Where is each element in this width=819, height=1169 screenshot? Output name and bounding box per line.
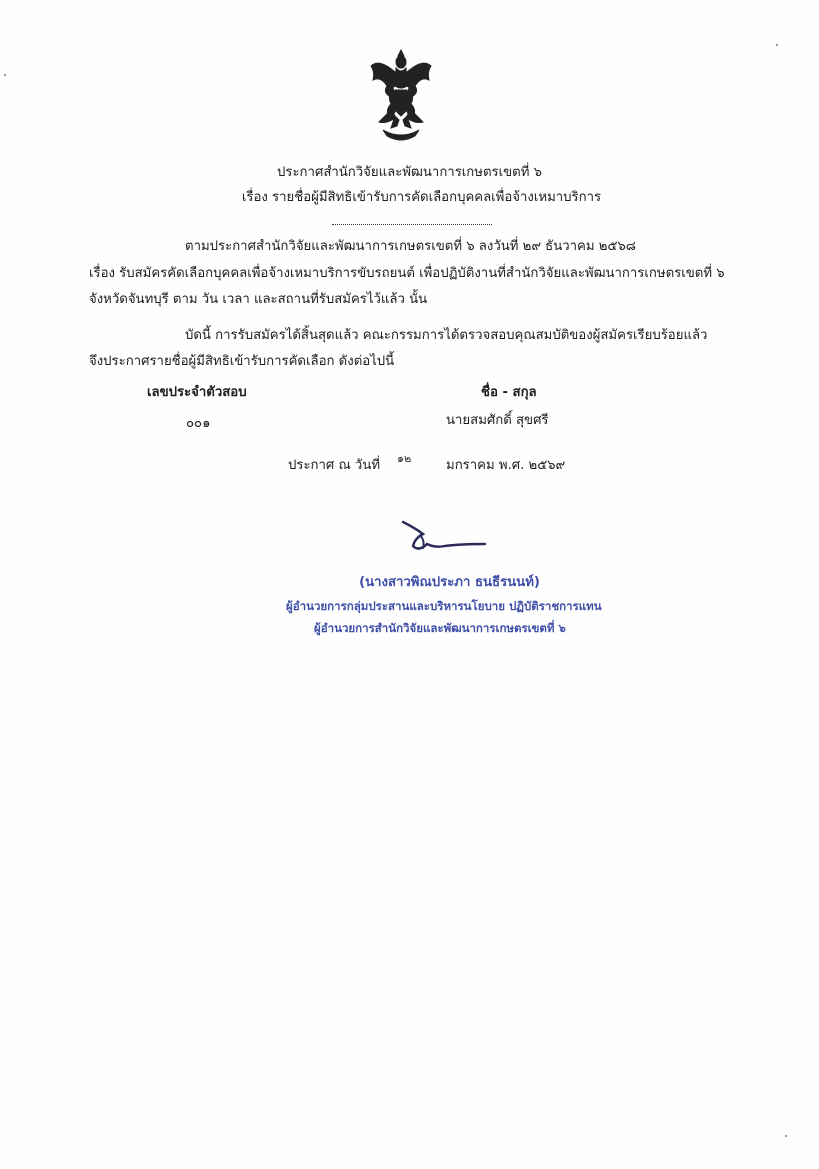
candidate-name: นายสมศักดิ์ สุขศรี (446, 413, 549, 428)
signatory-position-2: ผู้อำนวยการสำนักวิจัยและพัฒนาการเกษตรเขตที่ ๖ (314, 621, 566, 635)
signatory-name: (นางสาวพิณประภา ธนธีรนนท์) (359, 575, 540, 590)
announce-date-prefix: ประกาศ ณ วันที่ (288, 458, 381, 473)
signatory-position-1: ผู้อำนวยการกลุ่มประสานและบริหารนโยบาย ปฏิบัติราชการแทน (286, 599, 602, 613)
announce-month-year: มกราคม พ.ศ. ๒๕๖๙ (446, 458, 566, 473)
announce-day-handwritten: ๑๒ (397, 452, 412, 465)
scan-speck (776, 44, 778, 46)
paragraph-1-line-1: ตามประกาศสำนักวิจัยและพัฒนาการเกษตรเขตที่ ๖ ลงวันที่ ๒๙ ธันวาคม ๒๕๖๘ (185, 239, 636, 254)
column-header-name: ชื่อ - สกุล (481, 385, 537, 400)
paragraph-1-line-2: เรื่อง รับสมัครคัดเลือกบุคคลเพื่อจ้างเหมาบริการขับรถยนต์ เพื่อปฏิบัติงานที่สำนักวิจัยและพัฒนาการเกษตรเขตที่ ๖ (89, 266, 725, 281)
signature-icon (395, 514, 490, 558)
garuda-emblem-icon (365, 46, 437, 144)
announcement-subject: เรื่อง รายชื่อผู้มีสิทธิเข้ารับการคัดเลือกบุคคลเพื่อจ้างเหมาบริการ (241, 190, 602, 205)
title-divider (332, 224, 492, 225)
scan-speck (4, 74, 6, 76)
column-header-number: เลขประจำตัวสอบ (147, 385, 247, 400)
paragraph-2-line-2: จึงประกาศรายชื่อผู้มีสิทธิเข้ารับการคัดเลือก ดังต่อไปนี้ (89, 354, 395, 369)
announcement-title: ประกาศสำนักวิจัยและพัฒนาการเกษตรเขตที่ ๖ (277, 165, 542, 180)
candidate-number: ๐๐๑ (186, 416, 211, 431)
paragraph-2-line-1: บัดนี้ การรับสมัครได้สิ้นสุดแล้ว คณะกรรมการได้ตรวจสอบคุณสมบัติของผู้สมัครเรียบร้อยแล้ว (185, 328, 708, 343)
scan-speck (785, 1135, 787, 1137)
paragraph-1-line-3: จังหวัดจันทบุรี ตาม วัน เวลา และสถานที่รับสมัครไว้แล้ว นั้น (89, 292, 428, 307)
